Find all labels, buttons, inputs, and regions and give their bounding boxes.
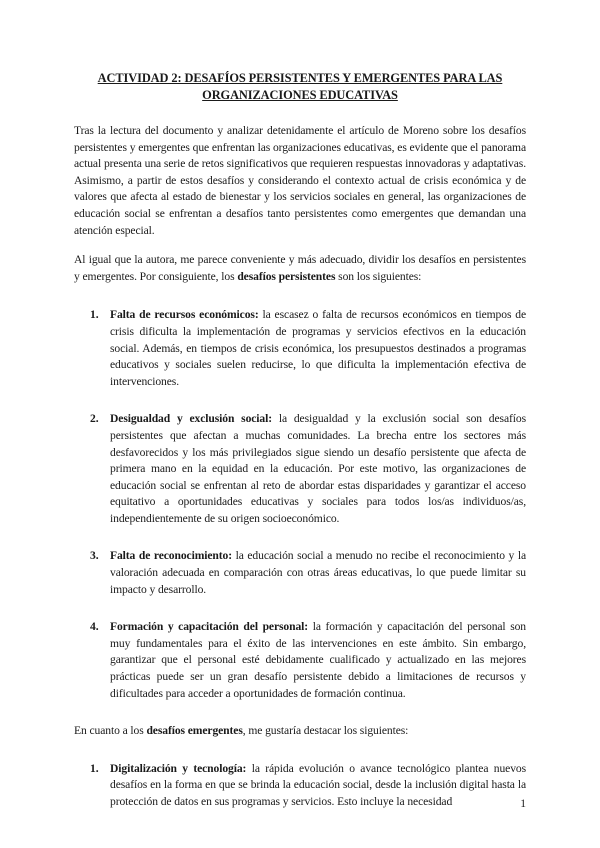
list-item-body: la escasez o falta de recursos económicos en tiempos de crisis dificulta la implementación de programas y servicios efectivos en la educación social. Además, en tiempos de crisis económica, los presupuestos destinados a programas educativos y sociales suelen reducirse, lo que dificulta la implementación efectiva de intervenciones. [110,308,526,388]
division-text-pre: Al igual que la autora, me parece conveniente y más adecuado, dividir los desafíos en persistentes y emergentes. Por consiguiente, los [74,253,526,283]
emerging-bold-term: desafíos emergentes [146,724,243,738]
list-item-heading: Desigualdad y exclusión social: [110,412,273,426]
intro-paragraph: Tras la lectura del documento y analizar detenidamente el artículo de Moreno sobre los desafíos persistentes y emergentes que enfrentan las organizaciones educativas, es evidente que el panorama actual presenta una serie de retos significativos que requieren respuestas innovadoras y adaptativas. Asimismo, a partir de estos desafíos y considerando el contexto actual de crisis económica y de valores que afecta al estado de bienestar y los servicios sociales en general, las organizaciones de educación social se enfrentan a desafíos tanto persistentes como emergentes que demandan una atención especial. [74,124,526,237]
list-item [74,307,526,390]
division-bold-term: desafíos persistentes [237,269,336,283]
list-item-body: la desigualdad y la exclusión social son desafíos persistentes que afectan a muchas comunidades. La brecha entre los sectores más desfavorecidos y los más privilegiados sigue siendo un desafío persistente que afecta de primera mano en la equidad en la educación. Por este motivo, las organizaciones de educación social se enfrentan al reto de abordar estas disparidades y garantizar el acceso equitativo a oportunidades educativas y sociales para todos los/as individuos/as, independientemente de su origen socioeconómico. [110,412,527,525]
list-item-number: 1. [90,761,99,775]
list-item-body: la educación social a menudo no recibe el reconocimiento y la valoración adecuada en comparación con otras áreas educativas, lo que puede limitar su impacto y desarrollo. [110,549,526,596]
list-item [74,619,526,702]
division-text-post: son los siguientes: [335,269,422,283]
emerging-challenges-list [74,761,526,811]
list-item-heading: Digitalización y tecnología: [110,761,247,775]
persistent-challenges-list [74,307,526,702]
list-item [74,761,526,811]
emerging-text-post: , me gustaría destacar los siguientes: [242,724,409,738]
list-item-heading: Formación y capacitación del personal: [110,620,309,634]
list-item-text [110,761,526,811]
list-item-text [110,307,526,390]
list-item [74,548,526,598]
list-item-body: la rápida evolución o avance tecnológico plantea nuevos desafíos en la forma en que se brinda la educación social, desde la inclusión digital hasta la protección de datos en sus programas y servicios. Esto incluye la necesidad [110,761,526,808]
emerging-text-pre: En cuanto a los [74,724,147,738]
list-item-text [110,619,526,702]
list-item-number: 4. [90,620,99,634]
document-title: ACTIVIDAD 2: DESAFÍOS PERSISTENTES Y EMERGENTES PARA LAS ORGANIZACIONES EDUCATIVAS [97,71,503,102]
list-item-body: la formación y capacitación del personal son muy fundamentales para el éxito de las intervenciones en este ámbito. Sin embargo, garantizar que el personal esté debidamente cualificado y actualizado en las mejores prácticas puede ser un gran desafío persistente debido a limitaciones de recursos y dificultades para acceder a oportunidades de formación continua. [110,620,527,700]
emerging-intro-paragraph [74,723,526,740]
list-item-heading: Falta de reconocimiento: [110,549,232,563]
list-item-text [110,411,526,527]
list-item-heading: Falta de recursos económicos: [110,308,259,322]
list-item-number: 2. [90,412,99,426]
document-body [74,70,526,832]
list-item [74,411,526,527]
page-number: 1 [520,797,526,810]
list-item-number: 1. [90,308,99,322]
list-item-number: 3. [90,549,99,563]
division-paragraph [74,252,526,285]
list-item-text [110,548,526,598]
